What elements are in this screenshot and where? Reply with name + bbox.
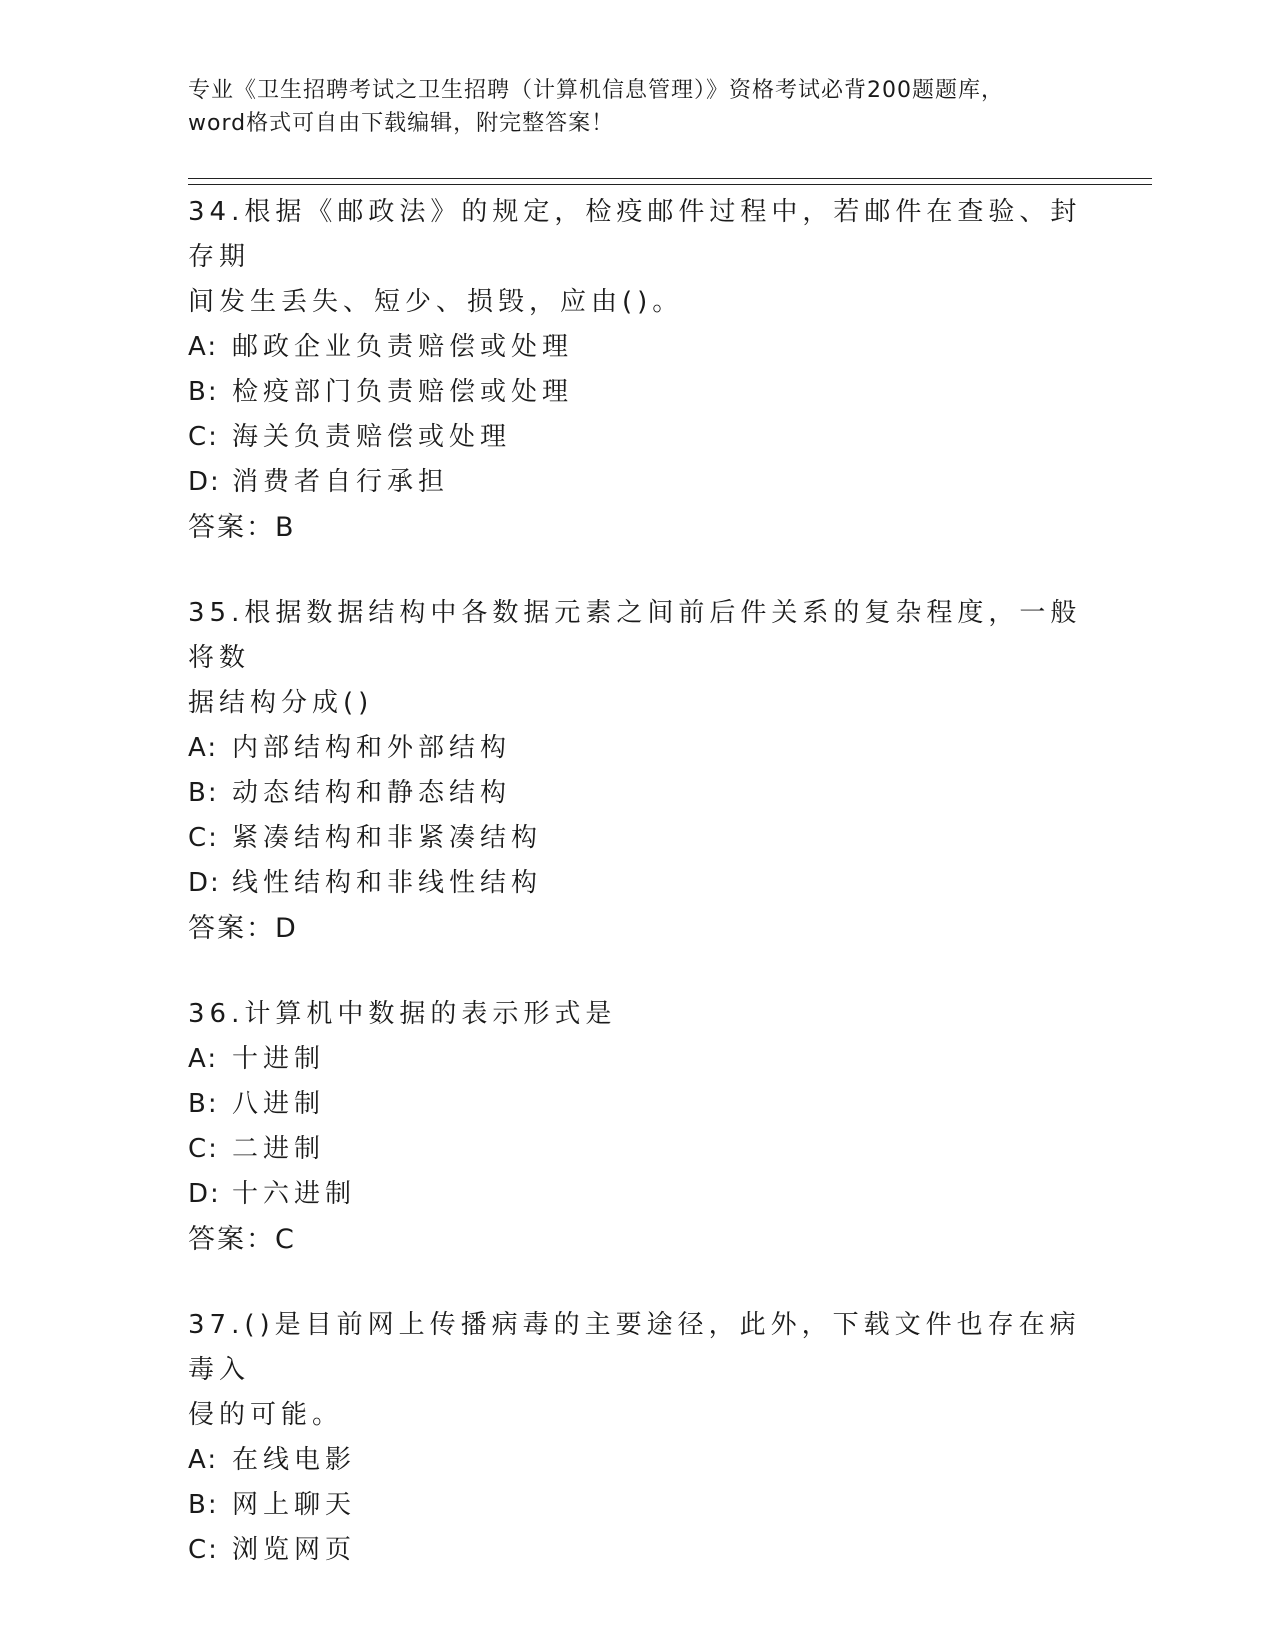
- option-a: [188, 325, 1088, 370]
- option-text: 海关负责赔偿或处理: [232, 422, 512, 452]
- option-text: 消费者自行承担: [232, 467, 450, 497]
- option-d: [188, 460, 1088, 505]
- question-stem-line: 37.()是目前网上传播病毒的主要途径，此外，下载文件也存在病毒入: [188, 1310, 1081, 1385]
- option-letter: A:: [188, 1044, 219, 1074]
- option-text: 十六进制: [232, 1179, 357, 1209]
- question-stem-line: 侵的可能。: [188, 1400, 344, 1430]
- header-divider-top: [188, 178, 1152, 179]
- question-stem-line: 34.根据《邮政法》的规定，检疫邮件过程中，若邮件在查验、封存期: [188, 197, 1082, 272]
- answer-line: 答案：D: [188, 913, 298, 944]
- option-text: 网上聊天: [232, 1490, 357, 1520]
- option-letter: B:: [188, 1089, 219, 1119]
- option-letter: A:: [188, 332, 219, 362]
- header-line-1: 专业《卫生招聘考试之卫生招聘（计算机信息管理）》资格考试必背200题题库，: [188, 78, 1004, 103]
- option-b: [188, 771, 1088, 816]
- answer-line: 答案：C: [188, 1224, 296, 1255]
- question-list: [188, 190, 1088, 1613]
- header-line-2: word格式可自由下载编辑，附完整答案！: [188, 111, 615, 136]
- option-text: 在线电影: [232, 1445, 357, 1475]
- option-letter: C:: [188, 1535, 219, 1565]
- option-c: [188, 1528, 1088, 1573]
- option-letter: C:: [188, 422, 219, 452]
- question-stem-line: 35.根据数据结构中各数据元素之间前后件关系的复杂程度，一般将数: [188, 598, 1082, 673]
- option-letter: C:: [188, 1134, 219, 1164]
- option-d: [188, 1172, 1088, 1217]
- question-stem-line: 间发生丢失、短少、损毁，应由()。: [188, 287, 684, 317]
- option-c: [188, 816, 1088, 861]
- option-letter: D:: [188, 868, 221, 898]
- option-letter: C:: [188, 823, 219, 853]
- option-letter: B:: [188, 1490, 219, 1520]
- option-c: [188, 415, 1088, 460]
- option-a: [188, 726, 1088, 771]
- option-text: 二进制: [232, 1134, 326, 1164]
- question-36: [188, 992, 1088, 1263]
- option-text: 邮政企业负责赔偿或处理: [232, 332, 574, 362]
- option-b: [188, 1082, 1088, 1127]
- header-divider-bottom: [188, 184, 1152, 185]
- question-stem-line: 据结构分成(): [188, 688, 374, 718]
- option-text: 十进制: [232, 1044, 326, 1074]
- option-letter: D:: [188, 467, 221, 497]
- option-b: [188, 370, 1088, 415]
- option-a: [188, 1037, 1088, 1082]
- question-stem-line: 36.计算机中数据的表示形式是: [188, 999, 617, 1029]
- option-letter: D:: [188, 1179, 221, 1209]
- option-d: [188, 861, 1088, 906]
- option-a: [188, 1438, 1088, 1483]
- option-letter: B:: [188, 377, 219, 407]
- question-35: [188, 591, 1088, 952]
- option-c: [188, 1127, 1088, 1172]
- question-37: [188, 1303, 1088, 1573]
- option-text: 线性结构和非线性结构: [232, 868, 543, 898]
- option-text: 检疫部门负责赔偿或处理: [232, 377, 574, 407]
- option-text: 动态结构和静态结构: [232, 778, 512, 808]
- option-letter: A:: [188, 733, 219, 763]
- document-header: [188, 74, 1088, 140]
- option-letter: B:: [188, 778, 219, 808]
- option-text: 八进制: [232, 1089, 326, 1119]
- option-text: 内部结构和外部结构: [232, 733, 512, 763]
- option-text: 浏览网页: [232, 1535, 357, 1565]
- answer-line: 答案：B: [188, 512, 296, 543]
- option-text: 紧凑结构和非紧凑结构: [232, 823, 543, 853]
- option-letter: A:: [188, 1445, 219, 1475]
- question-34: [188, 190, 1088, 551]
- option-b: [188, 1483, 1088, 1528]
